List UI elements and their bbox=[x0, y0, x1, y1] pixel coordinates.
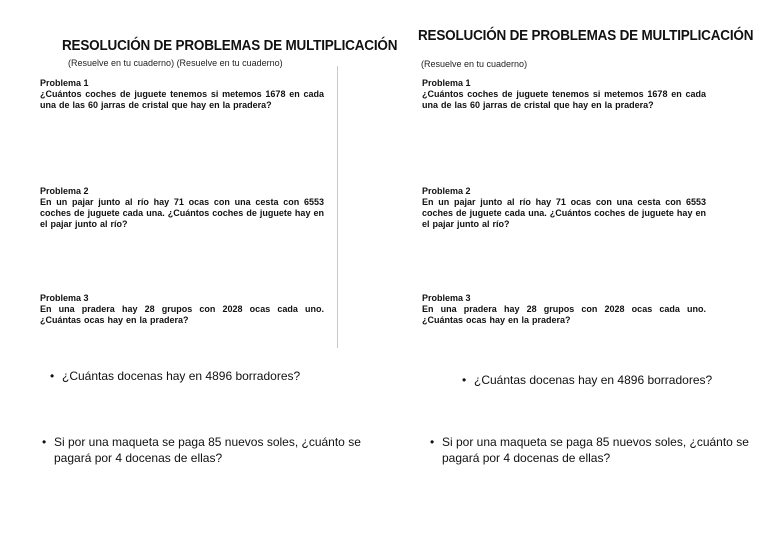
problem-2 bbox=[422, 186, 706, 230]
problem-heading: Problema 3 bbox=[422, 293, 471, 303]
worksheet-subtitle: (Resuelve en tu cuaderno) bbox=[421, 59, 528, 69]
worksheet-right bbox=[384, 0, 768, 543]
bullet-icon: • bbox=[462, 373, 467, 387]
bullet-text: ¿Cuántas docenas hay en 4896 borradores? bbox=[62, 369, 301, 383]
problem-1 bbox=[422, 78, 706, 111]
bullet-item-2 bbox=[42, 434, 378, 466]
worksheet-title: RESOLUCIÓN DE PROBLEMAS DE MULTIPLICACIÓN bbox=[62, 38, 398, 54]
problem-heading: Problema 2 bbox=[40, 186, 89, 196]
column-divider bbox=[337, 66, 338, 348]
problem-text: En una pradera hay 28 grupos con 2028 ocas cada uno. ¿Cuántas ocas hay en la pradera? bbox=[40, 304, 324, 325]
problem-heading: Problema 2 bbox=[422, 186, 471, 196]
problem-text: En un pajar junto al río hay 71 ocas con una cesta con 6553 coches de juguete cada una. ¿Cuántos coches de juguete hay en el pajar junto al río? bbox=[422, 197, 706, 229]
bullet-item-1 bbox=[462, 372, 752, 388]
problem-text: En una pradera hay 28 grupos con 2028 ocas cada uno. ¿Cuántas ocas hay en la pradera? bbox=[422, 304, 706, 325]
bullet-item-2 bbox=[430, 434, 762, 466]
problem-heading: Problema 3 bbox=[40, 293, 89, 303]
problem-1 bbox=[40, 78, 324, 111]
worksheet-title: RESOLUCIÓN DE PROBLEMAS DE MULTIPLICACIÓN bbox=[418, 28, 754, 44]
problem-heading: Problema 1 bbox=[40, 78, 89, 88]
worksheet-subtitle: (Resuelve en tu cuaderno) (Resuelve en tu cuaderno) bbox=[68, 58, 283, 68]
bullet-icon: • bbox=[42, 435, 47, 449]
bullet-icon: • bbox=[430, 435, 435, 449]
problem-2 bbox=[40, 186, 324, 230]
bullet-text: Si por una maqueta se paga 85 nuevos soles, ¿cuánto se pagará por 4 docenas de ellas? bbox=[54, 435, 361, 465]
problem-3 bbox=[422, 293, 706, 326]
problem-text: ¿Cuántos coches de juguete tenemos si metemos 1678 en cada una de las 60 jarras de cristal que hay en la pradera? bbox=[422, 89, 706, 110]
problem-text: En un pajar junto al río hay 71 ocas con una cesta con 6553 coches de juguete cada una. ¿Cuántos coches de juguete hay en el pajar junto al río? bbox=[40, 197, 324, 229]
problem-heading: Problema 1 bbox=[422, 78, 471, 88]
bullet-text: Si por una maqueta se paga 85 nuevos soles, ¿cuánto se pagará por 4 docenas de ellas? bbox=[442, 435, 749, 465]
problem-3 bbox=[40, 293, 324, 326]
bullet-text: ¿Cuántas docenas hay en 4896 borradores? bbox=[474, 373, 713, 387]
bullet-icon: • bbox=[50, 369, 55, 383]
bullet-item-1 bbox=[50, 368, 350, 384]
problem-text: ¿Cuántos coches de juguete tenemos si metemos 1678 en cada una de las 60 jarras de cristal que hay en la pradera? bbox=[40, 89, 324, 110]
